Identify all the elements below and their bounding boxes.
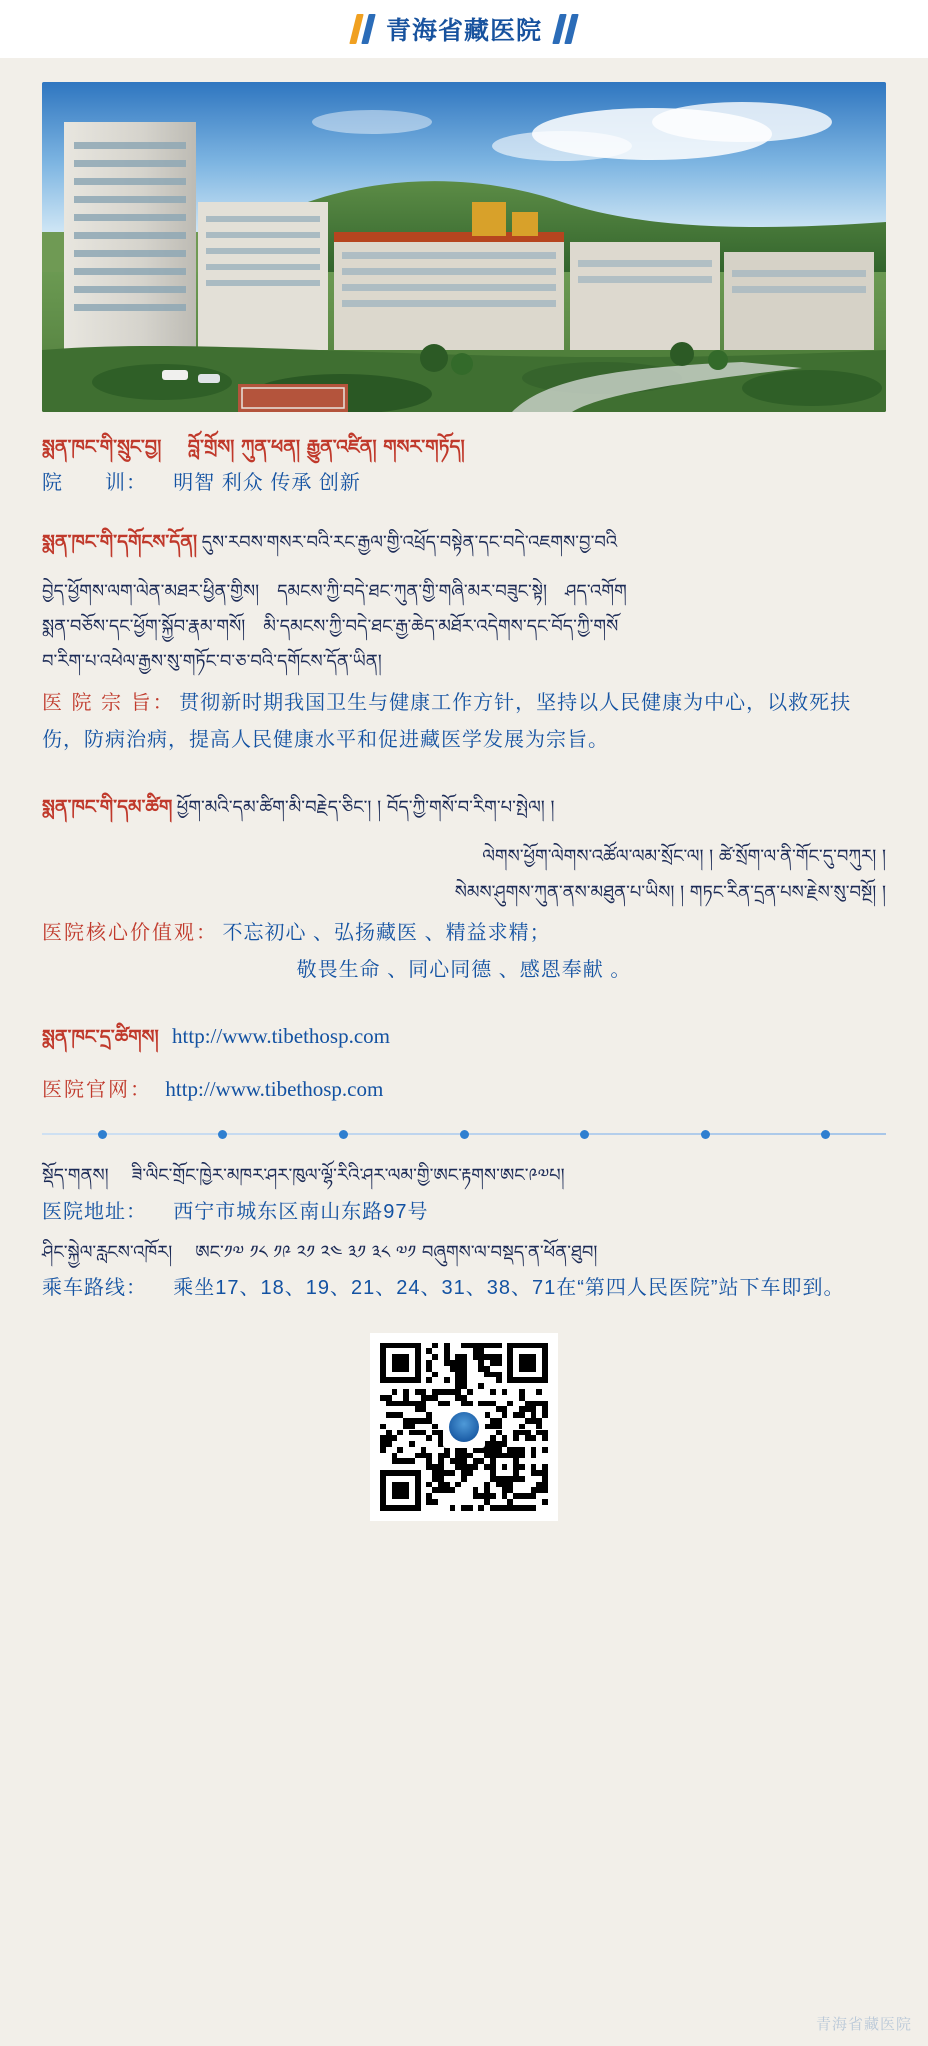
address-tibetan — [42, 1158, 886, 1193]
values-tibetan — [42, 785, 886, 911]
motto-tibetan-label: སྨན་ཁང་གི་སྲུང་བྱ། — [42, 436, 162, 458]
bus-tibetan-label: ཤིང་སྐྱེལ་རླངས་འཁོར། — [42, 1241, 173, 1263]
website-chinese-url[interactable]: http://www.tibethosp.com — [165, 1077, 384, 1102]
bus-tibetan — [42, 1235, 886, 1270]
address-tibetan-value: ཟི་ལིང་གྲོང་ཁྱེར་མཁར་ཤར་ཁུལ་ལྷོ་རིའི་ཤར་ལམ་གྱི་ཨང་རྟགས་ཨང་༩༧པ། — [131, 1165, 565, 1187]
purpose-chinese-text: 贯彻新时期我国卫生与健康工作方针，坚持以人民健康为中心，以救死扶伤，防病治病，提高人民健康水平和促进藏医学发展为宗旨。 — [42, 692, 852, 752]
qr-center-logo-icon — [443, 1406, 485, 1448]
purpose-tibetan-line-4: བ་རིག་པ་འཕེལ་རྒྱས་སུ་གཏོང་བ་ཅ་བའི་དགོངས་དོན་ཡིན། — [42, 651, 382, 673]
hospital-photo — [42, 82, 886, 412]
address-chinese — [42, 1194, 886, 1231]
website-chinese-label: 医院官网： — [42, 1079, 152, 1102]
qr-code-section — [42, 1333, 886, 1561]
values-tibetan-line-1: ཕྱོག་མའི་དམ་ཚིག་མི་བརྗེད་ཅིང་། ། བོད་ཀྱི་གསོ་བ་རིག་པ་སྤེལ། ། — [176, 797, 555, 819]
purpose-block — [42, 520, 886, 759]
values-block — [42, 785, 886, 989]
dotted-divider — [42, 1128, 886, 1140]
wechat-qr-code[interactable] — [370, 1333, 558, 1521]
bus-chinese-label: 乘车路线： — [42, 1276, 147, 1299]
address-block — [42, 1158, 886, 1230]
purpose-chinese-label: 医 院 宗 旨： — [42, 692, 175, 715]
motto-chinese-label: 院 训： — [42, 472, 147, 495]
purpose-tibetan — [42, 520, 886, 679]
bus-chinese-value: 乘坐17、18、19、21、24、31、38、71在“第四人民医院”站下车即到。 — [173, 1276, 845, 1299]
bus-block — [42, 1235, 886, 1307]
values-tibetan-label: སྨན་ཁང་གི་དམ་ཚིག — [42, 796, 173, 819]
header-left-bars-icon — [353, 14, 372, 44]
motto-block — [42, 430, 886, 502]
bus-tibetan-value: ཨང་༡༧ ༡༨ ༡༩ ༢༡ ༢༤ ༣༡ ༣༨ ༧༡ བཞུགས་ལ་བསྡད་ན་ཕོན་ཐུབ། — [195, 1241, 598, 1263]
purpose-tibetan-label: སྨན་ཁང་གི་དགོངས་དོན། — [42, 531, 198, 554]
motto-chinese-value: 明智 利众 传承 创新 — [173, 472, 361, 495]
values-chinese — [42, 915, 886, 989]
values-chinese-line-1: 不忘初心 、弘扬藏医 、精益求精； — [222, 922, 551, 945]
motto-tibetan-value: བློ་གྲོས། ཀུན་ཕན། རྒྱུན་འཛིན། གསར་གཏོད། — [187, 436, 465, 458]
values-tibetan-line-2: ལེགས་ཕྱོག་ལེགས་འཚོལ་ལམ་སྲོང་ལ། ། ཚེ་སྲོག་ལ་ནི་གོང་དུ་བཀུར། ། — [482, 846, 886, 868]
purpose-tibetan-line-1: དུས་རབས་གསར་བའི་རང་རྒྱལ་གྱི་འཕྲོད་བསྟེན་དང་བདེ་འཇགས་བྱ་བའི — [201, 532, 618, 554]
purpose-tibetan-line-3: སྨན་བཅོས་དང་ཕྱོག་སྐྱོབ་རྣམ་གསོ། མི་དམངས་ཀྱི་བདེ་ཐང་རྒྱ་ཆེད་མཐོར་འདེགས་དང་བོད་ཀྱི་གསོ — [42, 616, 619, 638]
website-block — [42, 1015, 886, 1102]
page-title: 青海省藏医院 — [385, 17, 542, 45]
page-header — [0, 0, 928, 58]
motto-tibetan — [42, 430, 886, 465]
website-tibetan-row — [42, 1015, 886, 1069]
purpose-tibetan-line-2: བྱེད་ཕྱོགས་ལག་ལེན་མཐར་ཕྱིན་གྱིས། དམངས་ཀྱི་བདེ་ཐང་ཀུན་གྱི་གཞི་མར་བཟུང་སྟེ། ཤད་འགོག — [42, 581, 627, 603]
address-tibetan-label: སྡོད་གནས། — [42, 1165, 109, 1187]
website-chinese-row — [42, 1073, 886, 1102]
purpose-chinese — [42, 685, 886, 759]
address-chinese-value: 西宁市城东区南山东路97号 — [173, 1200, 429, 1223]
values-tibetan-line-3: སེམས་ཤུགས་ཀུན་ནས་མཐུན་པ་ཡིས། ། གཏང་རིན་དྲན་པས་རྗེས་སུ་བསྔོ། ། — [454, 882, 886, 904]
bus-chinese — [42, 1270, 886, 1307]
watermark-text: 青海省藏医院 — [815, 2016, 912, 2033]
website-tibetan-label: སྨན་ཁང་དྲ་ཚིགས། — [42, 1026, 159, 1049]
header-right-bars-icon — [556, 14, 575, 44]
motto-chinese — [42, 465, 886, 502]
website-tibetan-url[interactable]: http://www.tibethosp.com — [172, 1024, 391, 1049]
values-chinese-label: 医院核心价值观： — [42, 922, 218, 945]
address-chinese-label: 医院地址： — [42, 1200, 147, 1223]
values-chinese-line-2: 敬畏生命 、同心同德 、感恩奉献 。 — [296, 959, 632, 982]
